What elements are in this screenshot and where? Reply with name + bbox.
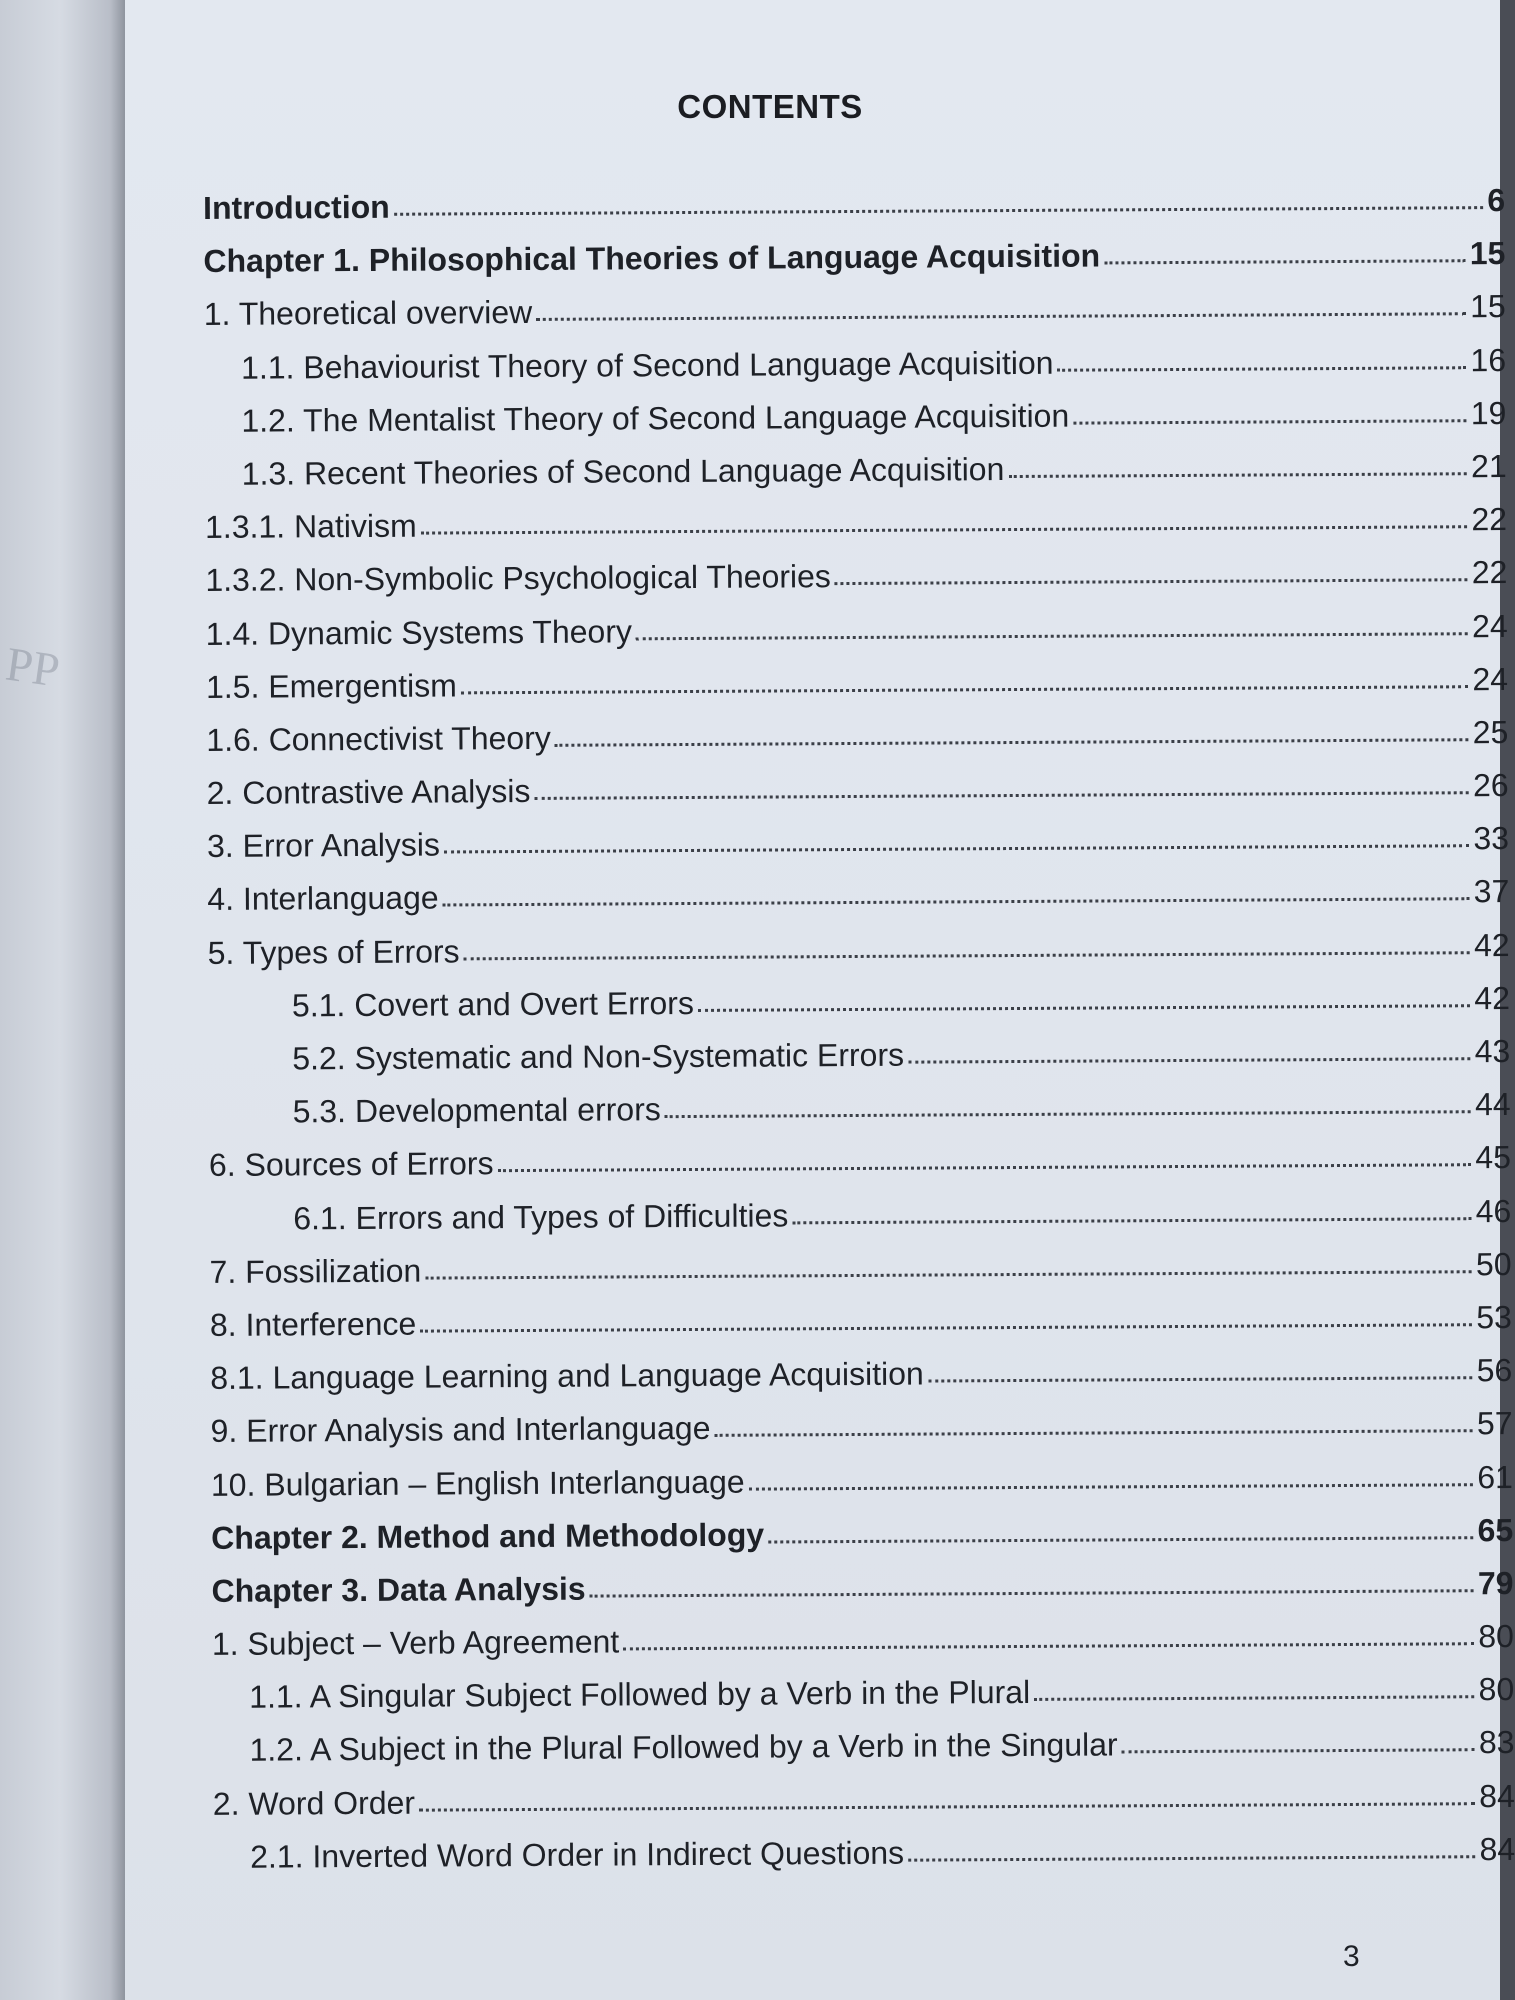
dot-leader xyxy=(714,1426,1473,1438)
dot-leader xyxy=(928,1372,1473,1382)
toc-entry-label: 1.5. Emergentism xyxy=(205,667,457,705)
toc-entry xyxy=(199,873,1509,934)
toc-entry-page: 37 xyxy=(1473,873,1510,910)
toc-entry xyxy=(199,820,1509,881)
toc-entry-page: 42 xyxy=(1473,926,1510,963)
toc-entry-page: 21 xyxy=(1471,447,1507,485)
toc-entry-label: 2. Word Order xyxy=(212,1784,416,1822)
dot-leader xyxy=(665,1106,1471,1118)
toc-entry xyxy=(201,1139,1511,1200)
toc-entry-label: 1. Subject – Verb Agreement xyxy=(211,1623,620,1662)
toc-entry-label: Chapter 3. Data Analysis xyxy=(211,1570,586,1609)
toc-entry xyxy=(196,395,1506,456)
toc-entry-label: 1.4. Dynamic Systems Theory xyxy=(205,612,633,652)
dot-leader xyxy=(908,1851,1476,1861)
dot-leader xyxy=(425,1266,1472,1279)
toc-entry-page: 24 xyxy=(1472,660,1509,697)
toc-entry-page: 16 xyxy=(1470,341,1507,378)
toc-entry-page: 57 xyxy=(1476,1405,1513,1442)
toc-entry xyxy=(202,1299,1512,1360)
dot-leader xyxy=(1073,415,1467,424)
table-of-contents xyxy=(195,182,1515,1892)
toc-entry xyxy=(200,927,1510,988)
dot-leader xyxy=(461,681,1469,694)
toc-entry xyxy=(200,1033,1510,1094)
toc-entry xyxy=(201,1246,1511,1307)
toc-entry-label: 1. Theoretical overview xyxy=(203,294,533,333)
toc-entry-label: 1.3.2. Non-Symbolic Psychological Theories xyxy=(205,558,831,599)
toc-entry-page: 25 xyxy=(1472,713,1509,751)
toc-entry-page: 80 xyxy=(1478,1671,1515,1708)
toc-entry xyxy=(198,714,1508,775)
toc-entry-label: 8.1. Language Learning and Language Acquisition xyxy=(210,1355,924,1397)
toc-entry xyxy=(195,182,1505,243)
dot-leader xyxy=(623,1638,1474,1650)
toc-entry-label: 1.1. A Singular Subject Followed by a Verb in the Plural xyxy=(249,1674,1031,1715)
toc-entry xyxy=(201,1086,1511,1147)
toc-entry-page: 45 xyxy=(1475,1139,1512,1176)
dot-leader xyxy=(749,1479,1474,1490)
toc-entry-page: 84 xyxy=(1479,1830,1515,1867)
dot-leader xyxy=(1034,1691,1475,1701)
toc-entry-label: 5. Types of Errors xyxy=(207,933,460,971)
toc-entry-page: 6 xyxy=(1487,181,1506,219)
toc-entry-label: 4. Interlanguage xyxy=(207,879,439,918)
dot-leader xyxy=(419,1798,1475,1811)
toc-entry-label: Chapter 1. Philosophical Theories of Language Acquisition xyxy=(203,237,1101,280)
dot-leader xyxy=(768,1532,1474,1543)
toc-entry-page: 42 xyxy=(1474,979,1511,1017)
dot-leader xyxy=(792,1213,1471,1224)
toc-entry xyxy=(204,1618,1514,1679)
dot-leader xyxy=(498,1160,1472,1173)
toc-entry-page: 84 xyxy=(1479,1777,1515,1814)
toc-entry xyxy=(204,1671,1514,1732)
toc-entry xyxy=(203,1512,1513,1573)
dot-leader xyxy=(698,1000,1471,1012)
toc-entry xyxy=(205,1831,1515,1892)
toc-entry-page: 43 xyxy=(1474,1032,1511,1070)
dot-leader xyxy=(420,1319,1472,1332)
toc-entry-label: Introduction xyxy=(202,188,390,226)
bleed-through-mark: PP xyxy=(2,637,63,698)
toc-entry-label: 1.3.1. Nativism xyxy=(204,507,417,546)
dot-leader xyxy=(636,628,1468,640)
toc-entry xyxy=(202,1352,1512,1413)
toc-entry-page: 56 xyxy=(1476,1352,1513,1389)
toc-entry-label: 1.2. A Subject in the Plural Followed by a Verb in the Singular xyxy=(249,1726,1118,1769)
toc-entry-page: 53 xyxy=(1476,1298,1513,1336)
toc-entry-label: 8. Interference xyxy=(209,1305,417,1343)
toc-entry xyxy=(205,1778,1515,1839)
toc-entry-label: 9. Error Analysis and Interlanguage xyxy=(210,1410,711,1450)
dot-leader xyxy=(590,1585,1474,1597)
toc-entry-page: 24 xyxy=(1471,607,1508,644)
toc-entry-label: 5.2. Systematic and Non-Systematic Errors xyxy=(292,1036,905,1077)
toc-entry xyxy=(204,1724,1514,1785)
toc-entry-label: Chapter 2. Method and Methodology xyxy=(211,1516,765,1556)
dot-leader xyxy=(394,202,1484,216)
dot-leader xyxy=(1122,1745,1475,1754)
dot-leader xyxy=(443,894,1470,907)
toc-entry-label: 5.1. Covert and Overt Errors xyxy=(291,984,695,1024)
toc-entry-page: 44 xyxy=(1474,1086,1511,1123)
toc-entry xyxy=(196,342,1506,403)
toc-entry-page: 80 xyxy=(1478,1618,1514,1655)
toc-entry-label: 1.2. The Mentalist Theory of Second Language Acquisition xyxy=(241,397,1070,439)
toc-entry-page: 46 xyxy=(1475,1192,1512,1229)
toc-entry xyxy=(195,235,1505,296)
toc-entry-page: 50 xyxy=(1475,1245,1512,1282)
toc-entry-page: 65 xyxy=(1477,1511,1514,1548)
toc-entry-label: 10. Bulgarian – English Interlanguage xyxy=(210,1463,745,1503)
dot-leader xyxy=(1104,255,1466,264)
toc-entry-page: 26 xyxy=(1472,767,1509,804)
toc-entry xyxy=(203,1565,1513,1626)
toc-entry xyxy=(198,661,1508,722)
toc-entry-page: 79 xyxy=(1477,1564,1514,1602)
dot-leader xyxy=(835,575,1468,586)
toc-entry-label: 1.3. Recent Theories of Second Language Acquisition xyxy=(241,450,1005,492)
dot-leader xyxy=(908,1053,1471,1063)
dot-leader xyxy=(534,787,1469,800)
contents-title: CONTENTS xyxy=(677,88,863,125)
toc-entry xyxy=(197,554,1507,615)
dot-leader xyxy=(555,734,1469,747)
toc-entry xyxy=(197,448,1507,509)
toc-entry xyxy=(198,607,1508,668)
dot-leader xyxy=(1008,468,1467,478)
book-page xyxy=(125,0,1515,2000)
toc-entry-page: 22 xyxy=(1471,501,1508,538)
toc-entry-page: 15 xyxy=(1469,235,1506,272)
toc-entry xyxy=(197,501,1507,562)
toc-entry-label: 2. Contrastive Analysis xyxy=(206,773,531,812)
toc-entry-label: 6. Sources of Errors xyxy=(208,1145,494,1184)
dot-leader xyxy=(464,947,1470,960)
toc-entry-label: 3. Error Analysis xyxy=(206,826,441,865)
book-binding xyxy=(0,0,125,2000)
toc-entry-label: 2.1. Inverted Word Order in Indirect Questions xyxy=(250,1834,905,1875)
toc-entry-page: 19 xyxy=(1470,394,1507,431)
dot-leader xyxy=(536,309,1466,322)
toc-entry xyxy=(196,288,1506,349)
toc-entry-label: 6.1. Errors and Types of Difficulties xyxy=(293,1196,789,1236)
toc-entry-label: 1.6. Connectivist Theory xyxy=(206,719,551,758)
dot-leader xyxy=(1057,362,1466,371)
toc-entry xyxy=(203,1458,1513,1519)
toc-entry-page: 15 xyxy=(1470,288,1506,325)
toc-entry xyxy=(202,1405,1512,1466)
toc-entry-label: 7. Fossilization xyxy=(209,1252,422,1290)
dot-leader xyxy=(444,840,1469,853)
toc-entry-page: 61 xyxy=(1477,1458,1513,1495)
toc-entry-label: 5.3. Developmental errors xyxy=(292,1091,661,1130)
toc-entry xyxy=(201,1193,1511,1254)
toc-entry xyxy=(199,767,1509,828)
toc-entry-page: 83 xyxy=(1478,1724,1515,1761)
toc-entry xyxy=(200,980,1510,1041)
dot-leader xyxy=(421,521,1468,534)
toc-entry-page: 33 xyxy=(1473,820,1510,857)
toc-entry-label: 1.1. Behaviourist Theory of Second Language Acquisition xyxy=(240,344,1054,386)
toc-entry-page: 22 xyxy=(1471,554,1508,591)
page-number: 3 xyxy=(1343,1940,1360,1973)
